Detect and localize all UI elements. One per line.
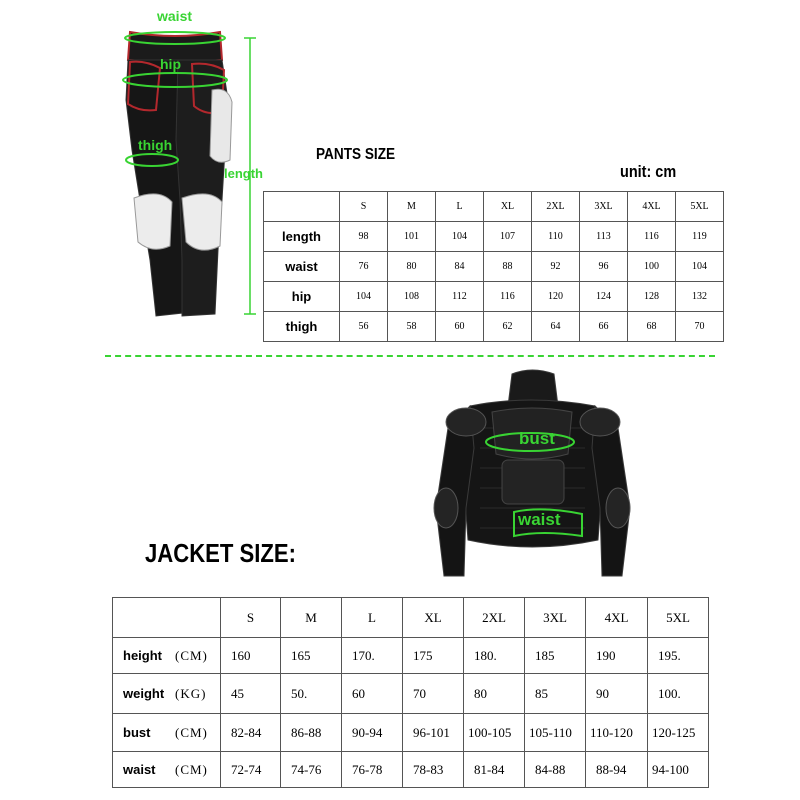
- pants-thigh-label: thigh: [138, 137, 173, 153]
- jacket-row-weight: [113, 674, 709, 714]
- jacket-value-cell: 78-83: [403, 752, 464, 788]
- jacket-value-cell: 180.: [464, 638, 525, 674]
- pants-value-cell: 124: [580, 282, 628, 312]
- pants-size-cell: L: [436, 192, 484, 222]
- pants-row-label: thigh: [264, 312, 340, 342]
- jacket-value-cell: 50.: [281, 674, 342, 714]
- jacket-row-unit: (KG): [175, 685, 207, 701]
- jacket-value-cell: 96-101: [403, 714, 464, 752]
- jacket-value-cell: 165: [281, 638, 342, 674]
- jacket-value-cell: 94-100: [648, 752, 709, 788]
- jacket-value-cell: 100-105: [464, 714, 525, 752]
- pants-value-cell: 60: [436, 312, 484, 342]
- pants-unit-label: unit: cm: [620, 162, 677, 181]
- jacket-value-cell: 88-94: [586, 752, 648, 788]
- jacket-size-header-row: [113, 598, 709, 638]
- pants-value-cell: 112: [436, 282, 484, 312]
- pants-value-cell: 108: [388, 282, 436, 312]
- jacket-size-cell: 4XL: [586, 598, 648, 638]
- jacket-value-cell: 100.: [648, 674, 709, 714]
- jacket-value-cell: 76-78: [342, 752, 403, 788]
- jacket-size-cell: XL: [403, 598, 464, 638]
- jacket-value-cell: 74-76: [281, 752, 342, 788]
- jacket-value-cell: 175: [403, 638, 464, 674]
- jacket-size-cell: M: [281, 598, 342, 638]
- jacket-size-cell: 5XL: [648, 598, 709, 638]
- pants-row-label: waist: [264, 252, 340, 282]
- pants-row-label: length: [264, 222, 340, 252]
- pants-value-cell: 104: [676, 252, 724, 282]
- jacket-value-cell: 195.: [648, 638, 709, 674]
- pants-value-cell: 116: [484, 282, 532, 312]
- jacket-value-cell: 85: [525, 674, 586, 714]
- jacket-size-cell: 2XL: [464, 598, 525, 638]
- jacket-value-cell: 72-74: [221, 752, 281, 788]
- pants-hip-label: hip: [160, 56, 181, 72]
- jacket-row-header: [113, 752, 221, 788]
- pants-size-cell: 5XL: [676, 192, 724, 222]
- pants-value-cell: 68: [628, 312, 676, 342]
- pants-value-cell: 92: [532, 252, 580, 282]
- jacket-row-label: height: [123, 647, 162, 663]
- jacket-value-cell: 90-94: [342, 714, 403, 752]
- jacket-row-waist: [113, 752, 709, 788]
- jacket-value-cell: 86-88: [281, 714, 342, 752]
- pants-value-cell: 132: [676, 282, 724, 312]
- jacket-value-cell: 60: [342, 674, 403, 714]
- jacket-size-title: JACKET SIZE:: [145, 538, 297, 568]
- pants-value-cell: 107: [484, 222, 532, 252]
- pants-value-cell: 110: [532, 222, 580, 252]
- jacket-value-cell: 120-125: [648, 714, 709, 752]
- jacket-value-cell: 45: [221, 674, 281, 714]
- pants-value-cell: 84: [436, 252, 484, 282]
- jacket-row-height: [113, 638, 709, 674]
- jacket-value-cell: 160: [221, 638, 281, 674]
- jacket-row-header: [113, 714, 221, 752]
- jacket-row-label: weight: [123, 685, 165, 701]
- jacket-size-cell: S: [221, 598, 281, 638]
- pants-waist-label: waist: [157, 8, 193, 24]
- jacket-row-header: [113, 638, 221, 674]
- pants-size-cell: S: [340, 192, 388, 222]
- pants-value-cell: 64: [532, 312, 580, 342]
- jacket-value-cell: 170.: [342, 638, 403, 674]
- jacket-value-cell: 82-84: [221, 714, 281, 752]
- jacket-row-unit: (CM): [175, 724, 208, 740]
- pants-row-label: hip: [264, 282, 340, 312]
- jacket-value-cell: 105-110: [525, 714, 586, 752]
- pants-value-cell: 101: [388, 222, 436, 252]
- jacket-value-cell: 185: [525, 638, 586, 674]
- jacket-value-cell: 190: [586, 638, 648, 674]
- pants-value-cell: 120: [532, 282, 580, 312]
- pants-size-cell: M: [388, 192, 436, 222]
- jacket-size-cell: L: [342, 598, 403, 638]
- pants-row-waist: [264, 252, 724, 282]
- jacket-row-bust: [113, 714, 709, 752]
- pants-size-cell: 4XL: [628, 192, 676, 222]
- jacket-corner-cell: [113, 598, 221, 638]
- pants-size-cell: 2XL: [532, 192, 580, 222]
- pants-value-cell: 98: [340, 222, 388, 252]
- jacket-value-cell: 84-88: [525, 752, 586, 788]
- jacket-row-label: bust: [123, 724, 151, 740]
- pants-size-table: [263, 191, 724, 342]
- pants-length-label: length: [224, 166, 263, 181]
- pants-value-cell: 70: [676, 312, 724, 342]
- section-divider: [105, 355, 715, 357]
- jacket-row-unit: (CM): [175, 647, 208, 663]
- jacket-illustration: [430, 368, 635, 586]
- pants-value-cell: 128: [628, 282, 676, 312]
- pants-row-length: [264, 222, 724, 252]
- jacket-value-cell: 70: [403, 674, 464, 714]
- jacket-value-cell: 90: [586, 674, 648, 714]
- jacket-bust-label: bust: [519, 429, 555, 448]
- jacket-row-unit: (CM): [175, 761, 208, 777]
- pants-value-cell: 66: [580, 312, 628, 342]
- pants-value-cell: 100: [628, 252, 676, 282]
- pants-value-cell: 96: [580, 252, 628, 282]
- jacket-size-table: [112, 597, 709, 788]
- pants-size-cell: 3XL: [580, 192, 628, 222]
- pants-corner-cell: [264, 192, 340, 222]
- pants-value-cell: 104: [436, 222, 484, 252]
- pants-size-title: PANTS SIZE: [316, 146, 396, 163]
- jacket-value-cell: 81-84: [464, 752, 525, 788]
- pants-value-cell: 119: [676, 222, 724, 252]
- pants-value-cell: 88: [484, 252, 532, 282]
- pants-value-cell: 104: [340, 282, 388, 312]
- pants-size-cell: XL: [484, 192, 532, 222]
- pants-value-cell: 113: [580, 222, 628, 252]
- pants-row-hip: [264, 282, 724, 312]
- jacket-row-header: [113, 674, 221, 714]
- jacket-waist-label: waist: [518, 510, 561, 529]
- jacket-row-label: waist: [123, 761, 156, 777]
- jacket-value-cell: 80: [464, 674, 525, 714]
- pants-row-thigh: [264, 312, 724, 342]
- jacket-value-cell: 110-120: [586, 714, 648, 752]
- pants-value-cell: 80: [388, 252, 436, 282]
- pants-value-cell: 62: [484, 312, 532, 342]
- pants-size-header-row: [264, 192, 724, 222]
- pants-value-cell: 76: [340, 252, 388, 282]
- jacket-size-cell: 3XL: [525, 598, 586, 638]
- pants-value-cell: 116: [628, 222, 676, 252]
- pants-value-cell: 58: [388, 312, 436, 342]
- pants-value-cell: 56: [340, 312, 388, 342]
